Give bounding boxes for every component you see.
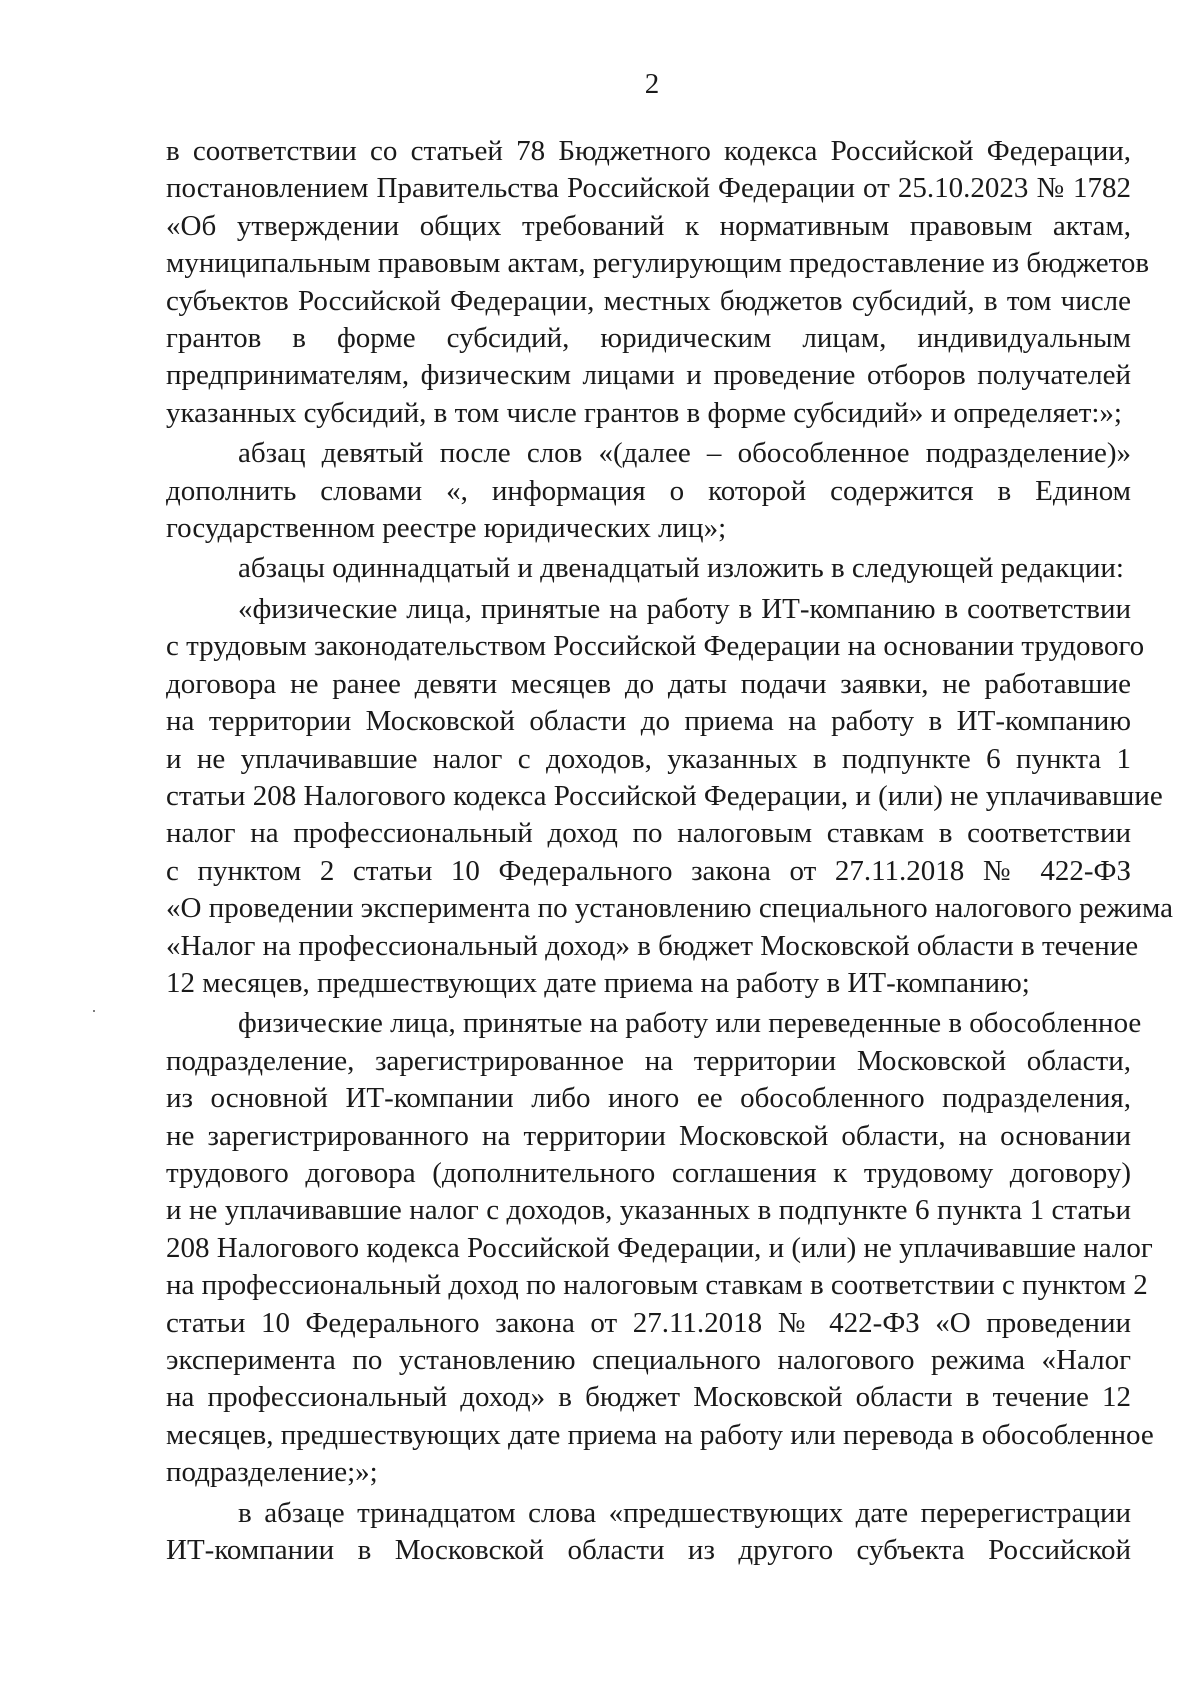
text-line: государственном реестре юридических лиц»; bbox=[166, 512, 727, 545]
text-line: дополнить словами «, информация о которой содержится в Едином bbox=[166, 474, 1131, 507]
paragraph-p1 bbox=[166, 133, 1150, 432]
text-line: месяцев, предшествующих дате приема на работу или перевода в обособленное bbox=[166, 1418, 1154, 1451]
text-line: на профессиональный доход» в бюджет Московской области в течение 12 bbox=[166, 1381, 1131, 1414]
text-line: «Об утверждении общих требований к нормативным правовым актам, bbox=[166, 209, 1131, 242]
text-line: трудового договора (дополнительного соглашения к трудовому договору) bbox=[166, 1156, 1131, 1189]
text-line: физические лица, принятые на работу или переведенные в обособленное bbox=[238, 1007, 1142, 1040]
text-line: постановлением Правительства Российской Федерации от 25.10.2023 № 1782 bbox=[166, 172, 1131, 205]
text-line: субъектов Российской Федерации, местных бюджетов субсидий, в том числе bbox=[166, 284, 1131, 317]
text-line: договора не ранее девяти месяцев до даты подачи заявки, не работавшие bbox=[166, 667, 1131, 700]
paragraph-p4 bbox=[166, 591, 1174, 1002]
text-line: в соответствии со статьей 78 Бюджетного кодекса Российской Федерации, bbox=[166, 135, 1131, 167]
paragraph-p3 bbox=[166, 550, 1131, 587]
text-line: «Налог на профессиональный доход» в бюджет Московской области в течение bbox=[166, 929, 1139, 962]
text-line: 208 Налогового кодекса Российской Федерации, и (или) не уплачивавшие налог bbox=[166, 1231, 1153, 1264]
text-line: «физические лица, принятые на работу в ИТ-компанию в соответствии bbox=[238, 592, 1131, 625]
text-line: статьи 10 Федерального закона от 27.11.2018 № 422-ФЗ «О проведении bbox=[166, 1306, 1131, 1339]
text-line: указанных субсидий, в том числе грантов в форме субсидий» и определяет:»; bbox=[166, 396, 1122, 429]
text-line: 12 месяцев, предшествующих дате приема на работу в ИТ-компанию; bbox=[166, 966, 1030, 999]
paragraph-p6 bbox=[166, 1495, 1131, 1570]
text-line: на профессиональный доход по налоговым ставкам в соответствии с пунктом 2 bbox=[166, 1269, 1148, 1302]
text-line: абзац девятый после слов «(далее – обособленное подразделение)» bbox=[238, 437, 1131, 470]
text-line: на территории Московской области до приема на работу в ИТ-компанию bbox=[166, 705, 1131, 738]
text-line: муниципальным правовым актам, регулирующим предоставление из бюджетов bbox=[166, 247, 1150, 280]
text-line: эксперимента по установлению специального налогового режима «Налог bbox=[166, 1344, 1131, 1376]
text-line: предпринимателям, физическим лицами и проведение отборов получателей bbox=[166, 359, 1131, 392]
text-line: и не уплачивавшие налог с доходов, указанных в подпункте 6 пункта 1 bbox=[166, 742, 1131, 775]
text-line: не зарегистрированного на территории Московской области, на основании bbox=[166, 1119, 1131, 1152]
text-line: ИТ-компании в Московской области из другого субъекта Российской bbox=[166, 1534, 1131, 1567]
text-line: и не уплачивавшие налог с доходов, указанных в подпункте 6 пункта 1 статьи bbox=[166, 1194, 1131, 1227]
text-line: с трудовым законодательством Российской Федерации на основании трудового bbox=[166, 630, 1145, 663]
text-line: статьи 208 Налогового кодекса Российской Федерации, и (или) не уплачивавшие bbox=[166, 779, 1163, 812]
text-line: с пунктом 2 статьи 10 Федерального закона от 27.11.2018 № 422-ФЗ bbox=[166, 854, 1131, 887]
text-line: в абзаце тринадцатом слова «предшествующих дате перерегистрации bbox=[238, 1496, 1131, 1529]
document-body bbox=[166, 133, 1174, 1569]
paragraph-p2 bbox=[166, 435, 1131, 547]
text-line: налог на профессиональный доход по налоговым ставкам в соответствии bbox=[166, 817, 1131, 850]
text-line: из основной ИТ-компании либо иного ее обособленного подразделения, bbox=[166, 1082, 1131, 1115]
text-line: подразделение, зарегистрированное на территории Московской области, bbox=[166, 1044, 1131, 1077]
text-line: «О проведении эксперимента по установлению специального налогового режима bbox=[166, 892, 1174, 925]
text-line: грантов в форме субсидий, юридическим лицам, индивидуальным bbox=[166, 322, 1131, 355]
page-number: 2 bbox=[644, 68, 660, 100]
paragraph-p5 bbox=[166, 1005, 1154, 1491]
text-line: абзацы одиннадцатый и двенадцатый изложить в следующей редакции: bbox=[238, 552, 1124, 585]
scan-speck bbox=[93, 1010, 95, 1012]
text-line: подразделение;»; bbox=[166, 1456, 378, 1489]
